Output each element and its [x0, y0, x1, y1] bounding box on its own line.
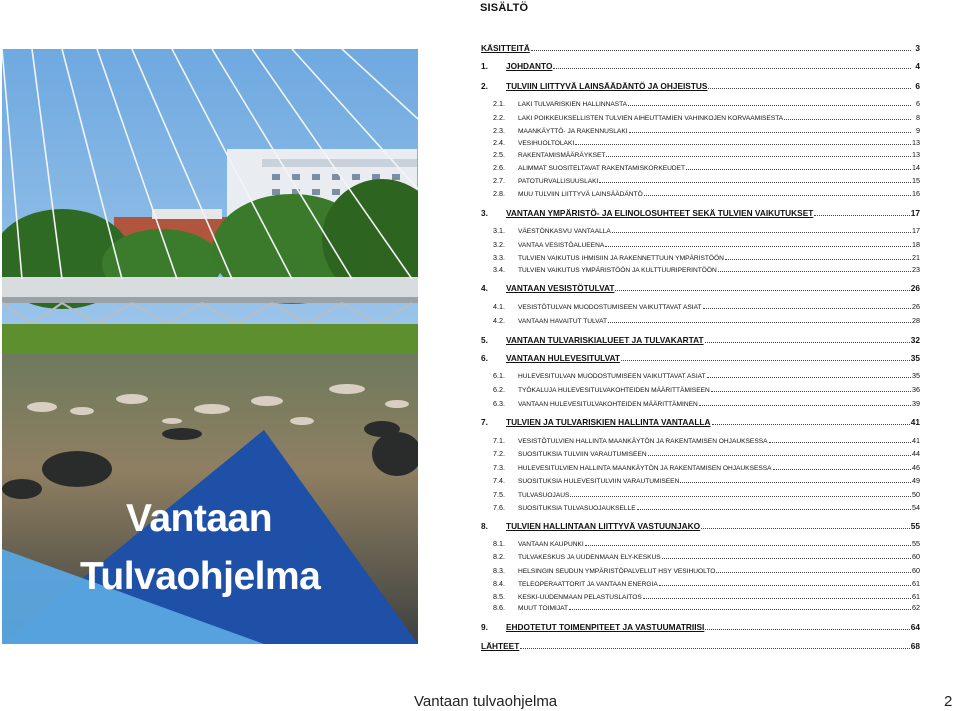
toc-entry-title: KÄSITTEITÄ [481, 43, 530, 53]
toc-entry[interactable] [481, 163, 920, 172]
cover-title-line2: Tulvaohjelma [80, 555, 321, 598]
toc-entry-number: 2. [481, 81, 488, 91]
toc-entry-title: TULVIIN LIITTYVÄ LAINSÄÄDÄNTÖ JA OHJEISTUS [506, 81, 708, 91]
toc-entry-number: 3. [481, 208, 488, 218]
toc-entry[interactable] [481, 226, 920, 235]
toc-leader-dots [606, 155, 911, 157]
toc-leader-dots [705, 628, 909, 630]
toc-entry-title: TULVAKESKUS JA UUDENMAAN ELY-KESKUS [518, 554, 661, 561]
toc-leader-dots [599, 181, 911, 183]
toc-entry-number: 7.3. [493, 463, 505, 472]
toc-entry-title: VANTAAN TULVARISKIALUEET JA TULVAKARTAT [506, 335, 704, 345]
toc-entry-title: MUU TULVIIN LIITTYVÄ LAINSÄÄDÄNTÖ [518, 191, 643, 198]
toc-entry-page: 8 [916, 113, 920, 122]
toc-leader-dots [637, 508, 911, 510]
toc-entry-title: VANTAAN VESISTÖTULVAT [506, 283, 615, 293]
toc-entry-number: 8.3. [493, 566, 505, 575]
toc-entry-title: HULEVESITULVIEN HALLINTA MAANKÄYTÖN JA RAKENTAMISEN OHJAUKSESSA [518, 465, 772, 472]
toc-entry[interactable] [481, 436, 920, 445]
toc-entry-page: 26 [912, 302, 920, 311]
toc-entry-number: 2.6. [493, 163, 505, 172]
toc-entry[interactable] [481, 189, 920, 198]
toc-entry-title: VESISTÖTULVAN MUODOSTUMISEEN VAIKUTTAVAT ASIAT [518, 304, 702, 311]
toc-entry-title: MUUT TOIMIJAT [518, 605, 569, 612]
toc-entry[interactable] [481, 126, 920, 135]
toc-entry-number: 4. [481, 283, 488, 293]
toc-entry-title: VANTAAN HULEVESITULVAT [506, 353, 620, 363]
toc-leader-dots [703, 307, 911, 309]
toc-entry-title: LAKI POIKKEUKSELLISTEN TULVIEN AIHEUTTAMIEN VAHINKOJEN KORVAAMISESTA [518, 115, 784, 122]
toc-leader-dots [608, 321, 911, 323]
toc-entry-title: TULVASUOJAUS [518, 492, 570, 499]
toc-entry[interactable] [481, 335, 920, 345]
toc-entry-title: EHDOTETUT TOIMENPITEET JA VASTUUMATRIISI [506, 622, 705, 632]
toc-leader-dots [575, 143, 911, 145]
toc-leader-dots [612, 231, 911, 233]
toc-entry[interactable] [481, 521, 920, 531]
toc-leader-dots [605, 245, 911, 247]
toc-entry-page: 17 [910, 208, 920, 218]
toc-entry-title: KESKI-UUDENMAAN PELASTUSLAITOS [518, 594, 642, 601]
toc-entry-page: 17 [912, 226, 920, 235]
toc-entry-number: 8.4. [493, 579, 505, 588]
toc-entry-number: 8. [481, 521, 488, 531]
toc-entry-number: 6. [481, 353, 488, 363]
toc-entry[interactable] [481, 622, 920, 632]
toc-entry-page: 13 [912, 138, 920, 147]
toc-entry[interactable] [481, 150, 920, 159]
toc-leader-dots [629, 131, 911, 133]
toc-entry[interactable] [481, 283, 920, 293]
toc-entry[interactable] [481, 265, 920, 274]
toc-leader-dots [701, 527, 910, 529]
toc-leader-dots [699, 404, 911, 406]
toc-entry-title: TULVIEN VAIKUTUS IHMISIIN JA RAKENNETTUUN YMPÄRISTÖÖN [518, 255, 724, 262]
toc-entry-page: 49 [912, 476, 920, 485]
toc-entry-number: 6.2. [493, 385, 505, 394]
toc-leader-dots [615, 289, 909, 291]
toc-leader-dots [686, 168, 911, 170]
toc-entry-title: MAANKÄYTTÖ- JA RAKENNUSLAKI [518, 128, 628, 135]
toc-entry-title: VÄESTÖNKASVU VANTAALLA [518, 228, 611, 235]
toc-entry-title: TULVIEN VAIKUTUS YMPÄRISTÖÖN JA KULTTUURIPERINTÖÖN [518, 267, 717, 274]
toc-entry-number: 5. [481, 335, 488, 345]
toc-entry-page: 14 [912, 163, 920, 172]
toc-entry-page: 9 [916, 126, 920, 135]
toc-entry-number: 8.6. [493, 603, 505, 612]
toc-entry[interactable] [481, 449, 920, 458]
toc-leader-dots [784, 118, 911, 120]
toc-entry[interactable] [481, 463, 920, 472]
toc-entry-number: 7. [481, 417, 488, 427]
toc-entry-title: VESIHUOLTOLAKI [518, 140, 575, 147]
toc-entry-page: 39 [912, 399, 920, 408]
toc-entry-page: 4 [915, 61, 920, 71]
toc-entry-page: 64 [910, 622, 920, 632]
toc-leader-dots [585, 544, 911, 546]
toc-leader-dots [814, 214, 909, 216]
toc-entry-number: 8.2. [493, 552, 505, 561]
toc-entry-page: 23 [912, 265, 920, 274]
toc-entry-page: 32 [910, 335, 920, 345]
toc-entry[interactable] [481, 371, 920, 380]
toc-entry-page: 61 [912, 592, 920, 601]
toc-entry[interactable] [481, 99, 920, 108]
toc-entry-title: TELEOPERAATTORIT JA VANTAAN ENERGIA [518, 581, 658, 588]
toc-leader-dots [716, 571, 911, 573]
toc-leader-dots [531, 49, 911, 51]
toc-entry-page: 26 [910, 283, 920, 293]
toc-entry-page: 6 [915, 81, 920, 91]
toc-leader-dots [648, 454, 911, 456]
toc-leader-dots [711, 390, 911, 392]
toc-entry[interactable] [481, 316, 920, 325]
toc-entry[interactable] [481, 176, 920, 185]
toc-entry-title: VANTAAN KAUPUNKI [518, 541, 584, 548]
toc-entry-title: SUOSITUKSIA HULEVESITULVIIN VARAUTUMISEEN [518, 478, 680, 485]
toc-leader-dots [708, 87, 911, 89]
toc-entry-page: 28 [912, 316, 920, 325]
toc-entry-title: ALIMMAT SUOSITELTAVAT RAKENTAMISKORKEUDET [518, 165, 686, 172]
toc-entry-number: 3.1. [493, 226, 505, 235]
toc-entry-page: 60 [912, 552, 920, 561]
cover-image [2, 49, 418, 644]
toc-leader-dots [520, 647, 910, 649]
toc-leader-dots [621, 359, 910, 361]
toc-entry[interactable] [481, 385, 920, 394]
toc-entry-number: 3.3. [493, 253, 505, 262]
toc-entry-page: 16 [912, 189, 920, 198]
toc-entry[interactable] [481, 566, 920, 575]
toc-entry[interactable] [481, 399, 920, 408]
toc-leader-dots [680, 481, 911, 483]
toc-entry-number: 2.5. [493, 150, 505, 159]
toc-entry-number: 7.2. [493, 449, 505, 458]
toc-entry-number: 7.5. [493, 490, 505, 499]
toc-entry-title: JOHDANTO [506, 61, 553, 71]
toc-entry-number: 7.4. [493, 476, 505, 485]
toc-entry-title: LAKI TULVARISKIEN HALLINNASTA [518, 101, 628, 108]
toc-entry-title: TULVIEN JA TULVARISKIEN HALLINTA VANTAALLA [506, 417, 711, 427]
toc-entry-title: SUOSITUKSIA TULVASUOJAUKSELLE [518, 505, 636, 512]
toc-entry-title: VESISTÖTULVIEN HALLINTA MAANKÄYTÖN JA RAKENTAMISEN OHJAUKSESSA [518, 438, 768, 445]
toc-entry-page: 68 [910, 641, 920, 651]
toc-entry-number: 4.1. [493, 302, 505, 311]
toc-leader-dots [553, 67, 911, 69]
toc-entry-number: 4.2. [493, 316, 505, 325]
toc-entry-number: 7.6. [493, 503, 505, 512]
toc-entry-title: VANTAAN HAVAITUT TULVAT [518, 318, 608, 325]
toc-entry[interactable] [481, 113, 920, 122]
toc-entry-title: PATOTURVALLISUUSLAKI [518, 178, 599, 185]
toc-entry-title: LÄHTEET [481, 641, 520, 651]
toc-leader-dots [659, 584, 911, 586]
toc-entry[interactable] [481, 138, 920, 147]
toc-entry[interactable] [481, 579, 920, 588]
toc-entry-number: 3.2. [493, 240, 505, 249]
toc-entry-title: RAKENTAMISMÄÄRÄYKSET [518, 152, 606, 159]
toc-entry-page: 46 [912, 463, 920, 472]
toc-entry-number: 2.8. [493, 189, 505, 198]
toc-entry-page: 35 [912, 371, 920, 380]
toc-entry-page: 54 [912, 503, 920, 512]
toc-entry[interactable] [481, 641, 920, 651]
toc-entry[interactable] [481, 43, 920, 53]
toc-leader-dots [662, 557, 911, 559]
toc-entry[interactable] [481, 253, 920, 262]
toc-entry-page: 62 [912, 603, 920, 612]
toc-leader-dots [769, 441, 911, 443]
toc-entry-title: VANTAA VESISTÖALUEENA [518, 242, 605, 249]
toc-entry-page: 6 [916, 99, 920, 108]
toc-entry-page: 44 [912, 449, 920, 458]
toc-entry[interactable] [481, 81, 920, 91]
toc-entry-page: 41 [910, 417, 920, 427]
toc-entry-title: HULEVESITULVAN MUODOSTUMISEEN VAIKUTTAVAT ASIAT [518, 373, 706, 380]
footer-title: Vantaan tulvaohjelma [414, 693, 558, 710]
toc-leader-dots [570, 495, 911, 497]
toc-entry-number: 2.1. [493, 99, 505, 108]
toc-leader-dots [643, 597, 911, 599]
toc-entry-number: 2.2. [493, 113, 505, 122]
toc-entry-title: VANTAAN YMPÄRISTÖ- JA ELINOLOSUHTEET SEKÄ TULVIEN VAIKUTUKSET [506, 208, 814, 218]
toc-entry-number: 8.1. [493, 539, 505, 548]
toc-entry[interactable] [481, 503, 920, 512]
toc-entry-page: 13 [912, 150, 920, 159]
toc-entry-number: 6.3. [493, 399, 505, 408]
toc-leader-dots [718, 270, 911, 272]
toc-entry[interactable] [481, 539, 920, 548]
toc-leader-dots [725, 258, 911, 260]
toc-entry-title: TULVIEN HALLINTAAN LIITTYVÄ VASTUUNJAKO [506, 521, 701, 531]
page-title: SISÄLTÖ [480, 2, 529, 14]
toc-entry-page: 3 [915, 43, 920, 53]
toc-leader-dots [705, 341, 910, 343]
toc-entry-title: HELSINGIN SEUDUN YMPÄRISTÖPALVELUT HSY VESIHUOLTO [518, 568, 716, 575]
toc-entry-number: 8.5. [493, 592, 505, 601]
toc-entry[interactable] [481, 476, 920, 485]
toc-entry[interactable] [481, 302, 920, 311]
toc-entry-number: 1. [481, 61, 488, 71]
toc-entry[interactable] [481, 61, 920, 71]
toc-entry-page: 21 [912, 253, 920, 262]
toc-entry[interactable] [481, 592, 920, 601]
toc-leader-dots [712, 423, 910, 425]
toc-leader-dots [707, 376, 911, 378]
toc-entry-title: TYÖKALUJA HULEVESITULVAKOHTEIDEN MÄÄRITTÄMISEEN [518, 387, 710, 394]
toc-entry-number: 7.1. [493, 436, 505, 445]
toc-entry-page: 41 [912, 436, 920, 445]
toc-entry[interactable] [481, 353, 920, 363]
toc-entry-page: 50 [912, 490, 920, 499]
toc-entry[interactable] [481, 490, 920, 499]
toc-entry-number: 2.4. [493, 138, 505, 147]
toc-entry-page: 36 [912, 385, 920, 394]
page-number: 2 [944, 693, 953, 710]
toc-entry[interactable] [481, 208, 920, 218]
toc-entry-number: 2.7. [493, 176, 505, 185]
toc-leader-dots [773, 468, 911, 470]
toc-entry[interactable] [481, 552, 920, 561]
toc-leader-dots [569, 608, 911, 610]
toc-entry-title: VANTAAN HULEVESITULVAKOHTEIDEN MÄÄRITTÄMINEN [518, 401, 698, 408]
toc-leader-dots [644, 194, 911, 196]
toc-entry-number: 2.3. [493, 126, 505, 135]
toc-entry-page: 35 [910, 353, 920, 363]
toc-entry-number: 9. [481, 622, 488, 632]
toc-entry-page: 55 [912, 539, 920, 548]
toc-entry-title: SUOSITUKSIA TULVIIN VARAUTUMISEEN [518, 451, 647, 458]
toc-entry-page: 61 [912, 579, 920, 588]
toc-entry-page: 15 [912, 176, 920, 185]
cover-title-line1: Vantaan [126, 497, 273, 540]
toc-entry-number: 3.4. [493, 265, 505, 274]
toc-leader-dots [628, 104, 911, 106]
toc-entry[interactable] [481, 417, 920, 427]
toc-entry[interactable] [481, 240, 920, 249]
toc-entry-page: 18 [912, 240, 920, 249]
toc-entry[interactable] [481, 603, 920, 612]
toc-entry-page: 60 [912, 566, 920, 575]
toc-entry-number: 6.1. [493, 371, 505, 380]
toc-entry-page: 55 [910, 521, 920, 531]
